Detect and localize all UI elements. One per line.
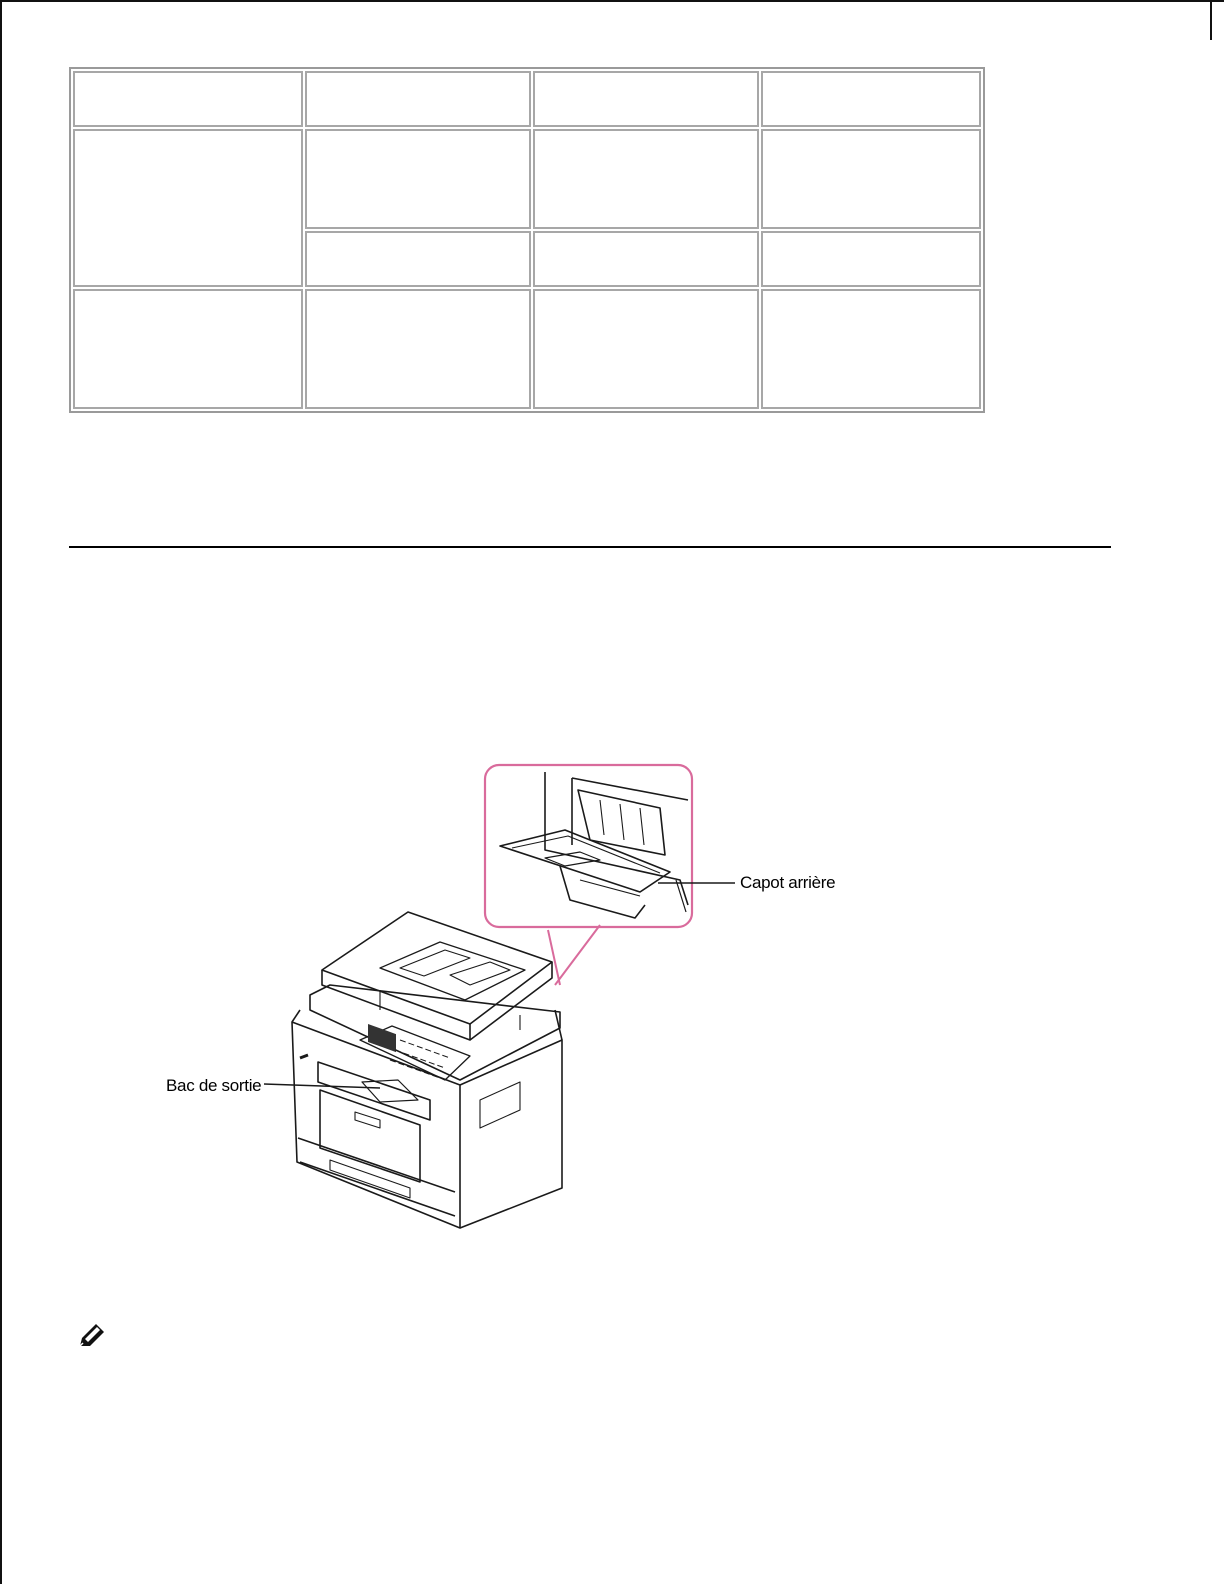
table-cell — [533, 71, 759, 127]
table-cell — [73, 289, 303, 409]
rear-cover-callout: Capot arrière — [740, 873, 836, 892]
output-tray-callout: Bac de sortie — [166, 1076, 262, 1095]
printer-body — [292, 912, 562, 1228]
note-pencil-icon — [78, 1322, 108, 1348]
table-cell — [305, 71, 531, 127]
section-divider — [69, 546, 1111, 548]
table-cell — [305, 289, 531, 409]
page-frame-left — [0, 0, 2, 1584]
table-cell — [533, 289, 759, 409]
output-tray-leader-line — [264, 1084, 380, 1088]
table-cell — [305, 231, 531, 287]
table-cell — [73, 71, 303, 127]
table-row — [73, 71, 981, 127]
table-cell — [305, 129, 531, 229]
table-row — [73, 289, 981, 409]
spec-table — [69, 67, 985, 413]
table-cell — [761, 71, 981, 127]
table-cell — [761, 289, 981, 409]
page-frame-right — [1210, 0, 1212, 40]
page-frame-top — [0, 0, 1224, 2]
table-row — [73, 129, 981, 229]
table-cell — [73, 129, 303, 287]
table-cell — [533, 129, 759, 229]
rear-cover-inset — [485, 765, 692, 985]
table-cell — [533, 231, 759, 287]
table-cell — [761, 129, 981, 229]
printer-illustration — [160, 760, 860, 1240]
table-cell — [761, 231, 981, 287]
